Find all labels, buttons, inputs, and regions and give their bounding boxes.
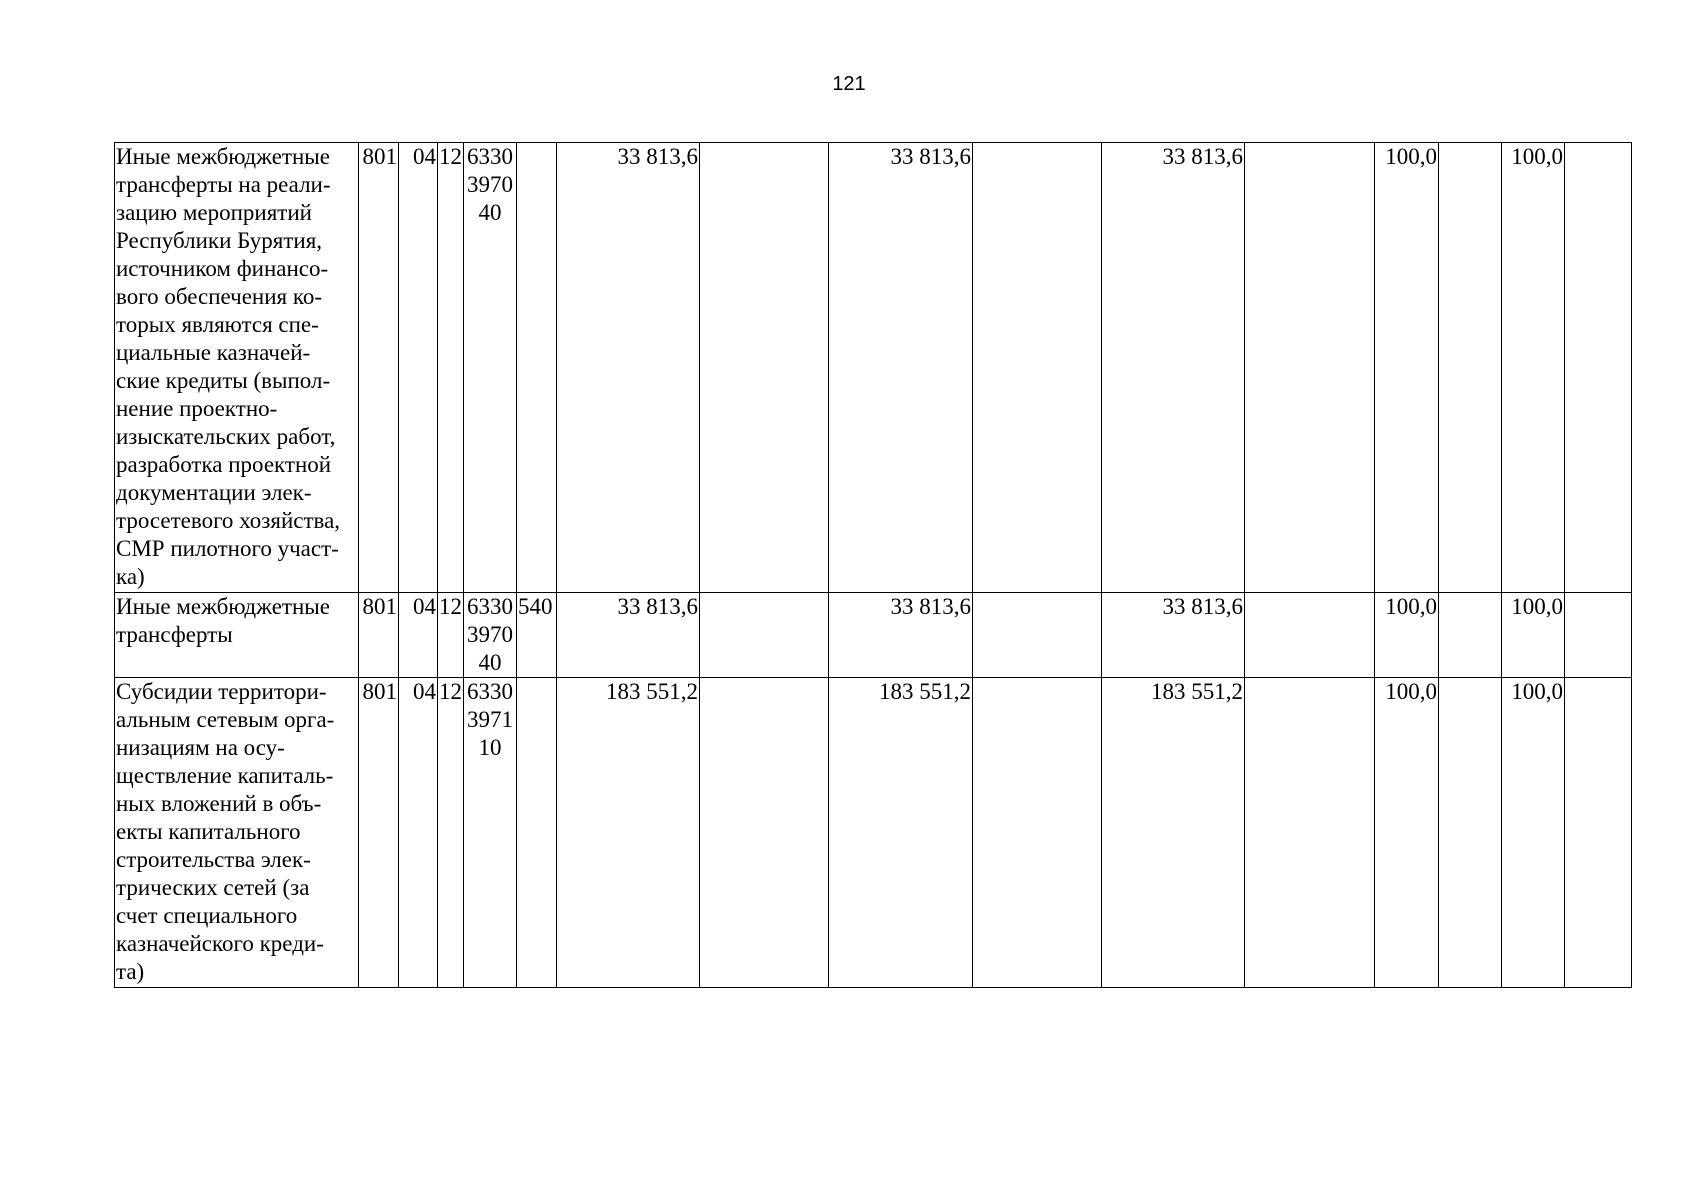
executed-amount: 33 813,6	[1102, 593, 1245, 678]
target-article-code: 6330 3971 10	[464, 678, 517, 988]
execution-percent-2: 100,0	[1502, 593, 1565, 678]
executed-amount-extra	[1245, 678, 1375, 988]
execution-percent: 100,0	[1375, 593, 1439, 678]
table-row	[115, 143, 1632, 593]
plan-amount: 33 813,6	[557, 143, 700, 593]
approved-amount: 33 813,6	[829, 593, 973, 678]
approved-amount: 33 813,6	[829, 143, 973, 593]
page-number: 121	[832, 73, 866, 95]
execution-percent: 100,0	[1375, 678, 1439, 988]
row-description: Субсидии территори- альным сетевым орга- низациям на осу- ществление капиталь- ных вложений в объ- екты капитального строительства элек- трических сетей (за счет специального казначейского креди- та)	[115, 678, 359, 988]
approved-amount-extra	[973, 593, 1102, 678]
approved-amount-extra	[973, 143, 1102, 593]
execution-percent: 100,0	[1375, 143, 1439, 593]
executed-amount: 183 551,2	[1102, 678, 1245, 988]
row-description: Иные межбюджетные трансферты на реали- зацию мероприятий Республики Бурятия, источником финансо- вого обеспечения ко- торых являются спе- циальные казначей- ские кредиты (выпол- нение проектно- изыскательских работ, разработка проектной документации элек- тросетевого хозяйства, СМР пилотного участ- ка)	[115, 143, 359, 593]
plan-amount: 33 813,6	[557, 593, 700, 678]
target-article-code: 6330 3970 40	[464, 143, 517, 593]
subsection-code: 12	[438, 678, 464, 988]
execution-percent-2-extra	[1565, 593, 1632, 678]
section-code: 04	[399, 143, 438, 593]
plan-amount-extra	[700, 143, 829, 593]
approved-amount-extra	[973, 678, 1102, 988]
plan-amount-extra	[700, 678, 829, 988]
execution-percent-2-extra	[1565, 143, 1632, 593]
expense-type-code	[517, 678, 557, 988]
table-row	[115, 678, 1632, 988]
execution-percent-extra	[1439, 678, 1502, 988]
row-description: Иные межбюджетные трансферты	[115, 593, 359, 678]
subsection-code: 12	[438, 593, 464, 678]
execution-percent-2-extra	[1565, 678, 1632, 988]
ved-code: 801	[359, 593, 399, 678]
plan-amount: 183 551,2	[557, 678, 700, 988]
target-article-code: 6330 3970 40	[464, 593, 517, 678]
execution-percent-extra	[1439, 143, 1502, 593]
executed-amount-extra	[1245, 593, 1375, 678]
execution-percent-2: 100,0	[1502, 143, 1565, 593]
ved-code: 801	[359, 143, 399, 593]
executed-amount: 33 813,6	[1102, 143, 1245, 593]
executed-amount-extra	[1245, 143, 1375, 593]
section-code: 04	[399, 593, 438, 678]
ved-code: 801	[359, 678, 399, 988]
execution-percent-2: 100,0	[1502, 678, 1565, 988]
execution-percent-extra	[1439, 593, 1502, 678]
expense-type-code: 540	[517, 593, 557, 678]
approved-amount: 183 551,2	[829, 678, 973, 988]
plan-amount-extra	[700, 593, 829, 678]
section-code: 04	[399, 678, 438, 988]
table-row	[115, 593, 1632, 678]
budget-table	[114, 142, 1632, 988]
expense-type-code	[517, 143, 557, 593]
subsection-code: 12	[438, 143, 464, 593]
